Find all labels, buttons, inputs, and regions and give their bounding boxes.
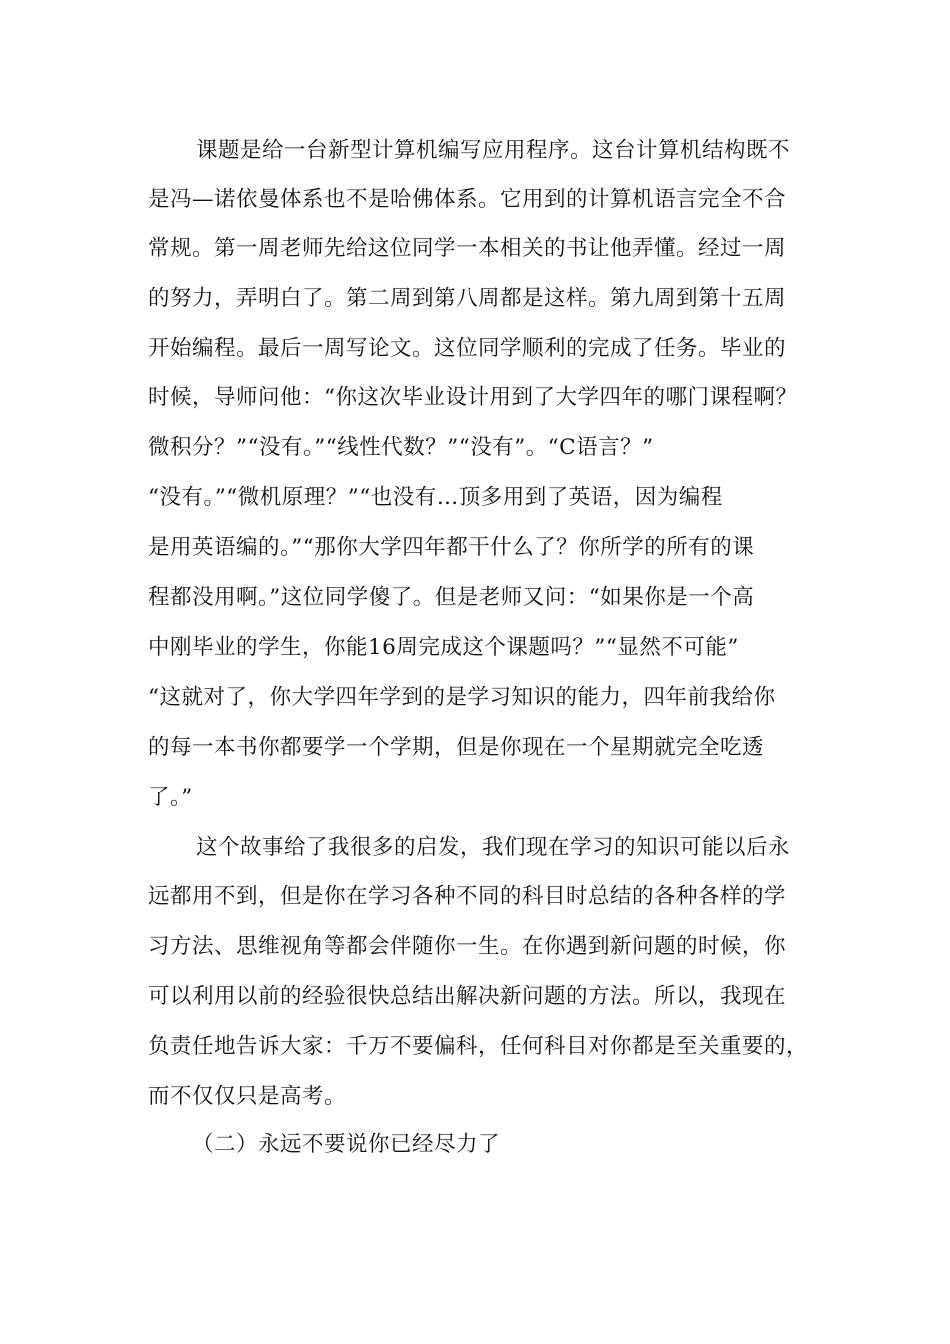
- paragraph-1-line-2: 是冯—诺依曼体系也不是哈佛体系。它用到的计算机语言完全不合: [148, 187, 787, 212]
- paragraph-1-line-13: 的每一本书你都要学一个学期，但是你现在一个星期就完全吃透: [148, 735, 765, 760]
- paragraph-2-line-3: 习方法、思维视角等都会伴随你一生。在你遇到新问题的时候，你: [148, 934, 787, 959]
- paragraph-1-line-12: “这就对了，你大学四年学到的是学习知识的能力，四年前我给你: [148, 685, 776, 710]
- paragraph-1-line-7: 微积分？”“没有。”“线性代数？”“没有”。“C语言？”: [148, 435, 654, 460]
- section-heading: （二）永远不要说你已经尽力了: [192, 1132, 501, 1157]
- paragraph-1-line-14: 了。”: [148, 785, 193, 810]
- paragraph-2-line-4: 可以利用以前的经验很快总结出解决新问题的方法。所以，我现在: [148, 984, 787, 1009]
- paragraph-2-line-1: 这个故事给了我很多的启发，我们现在学习的知识可能以后永: [196, 835, 791, 860]
- paragraph-1-line-3: 常规。第一周老师先给这位同学一本相关的书让他弄懂。经过一周: [148, 236, 787, 261]
- paragraph-1-line-1: 课题是给一台新型计算机编写应用程序。这台计算机结构既不: [196, 138, 791, 163]
- paragraph-1-line-4: 的努力，弄明白了。第二周到第八周都是这样。第九周到第十五周: [148, 286, 787, 311]
- paragraph-2-line-5: 负责任地告诉大家：千万不要偏科，任何科目对你都是至关重要的，: [148, 1034, 809, 1059]
- paragraph-1-line-5: 开始编程。最后一周写论文。这位同学顺利的完成了任务。毕业的: [148, 336, 787, 361]
- paragraph-1-line-10: 程都没用啊。”这位同学傻了。但是老师又问：“如果你是一个高: [148, 585, 755, 610]
- paragraph-1-line-8: “没有。”“微机原理？”“也没有…顶多用到了英语，因为编程: [148, 485, 723, 510]
- paragraph-1-line-6: 时候，导师问他：“你这次毕业设计用到了大学四年的哪门课程啊？: [148, 385, 798, 410]
- paragraph-1-line-9: 是用英语编的。”“那你大学四年都干什么了？你所学的所有的课: [148, 535, 755, 560]
- paragraph-2-line-2: 远都用不到，但是你在学习各种不同的科目时总结的各种各样的学: [148, 884, 787, 909]
- paragraph-2-line-6: 而不仅仅只是高考。: [148, 1084, 347, 1109]
- paragraph-1-line-11: 中刚毕业的学生，你能16周完成这个课题吗？”“显然不可能”: [148, 635, 739, 660]
